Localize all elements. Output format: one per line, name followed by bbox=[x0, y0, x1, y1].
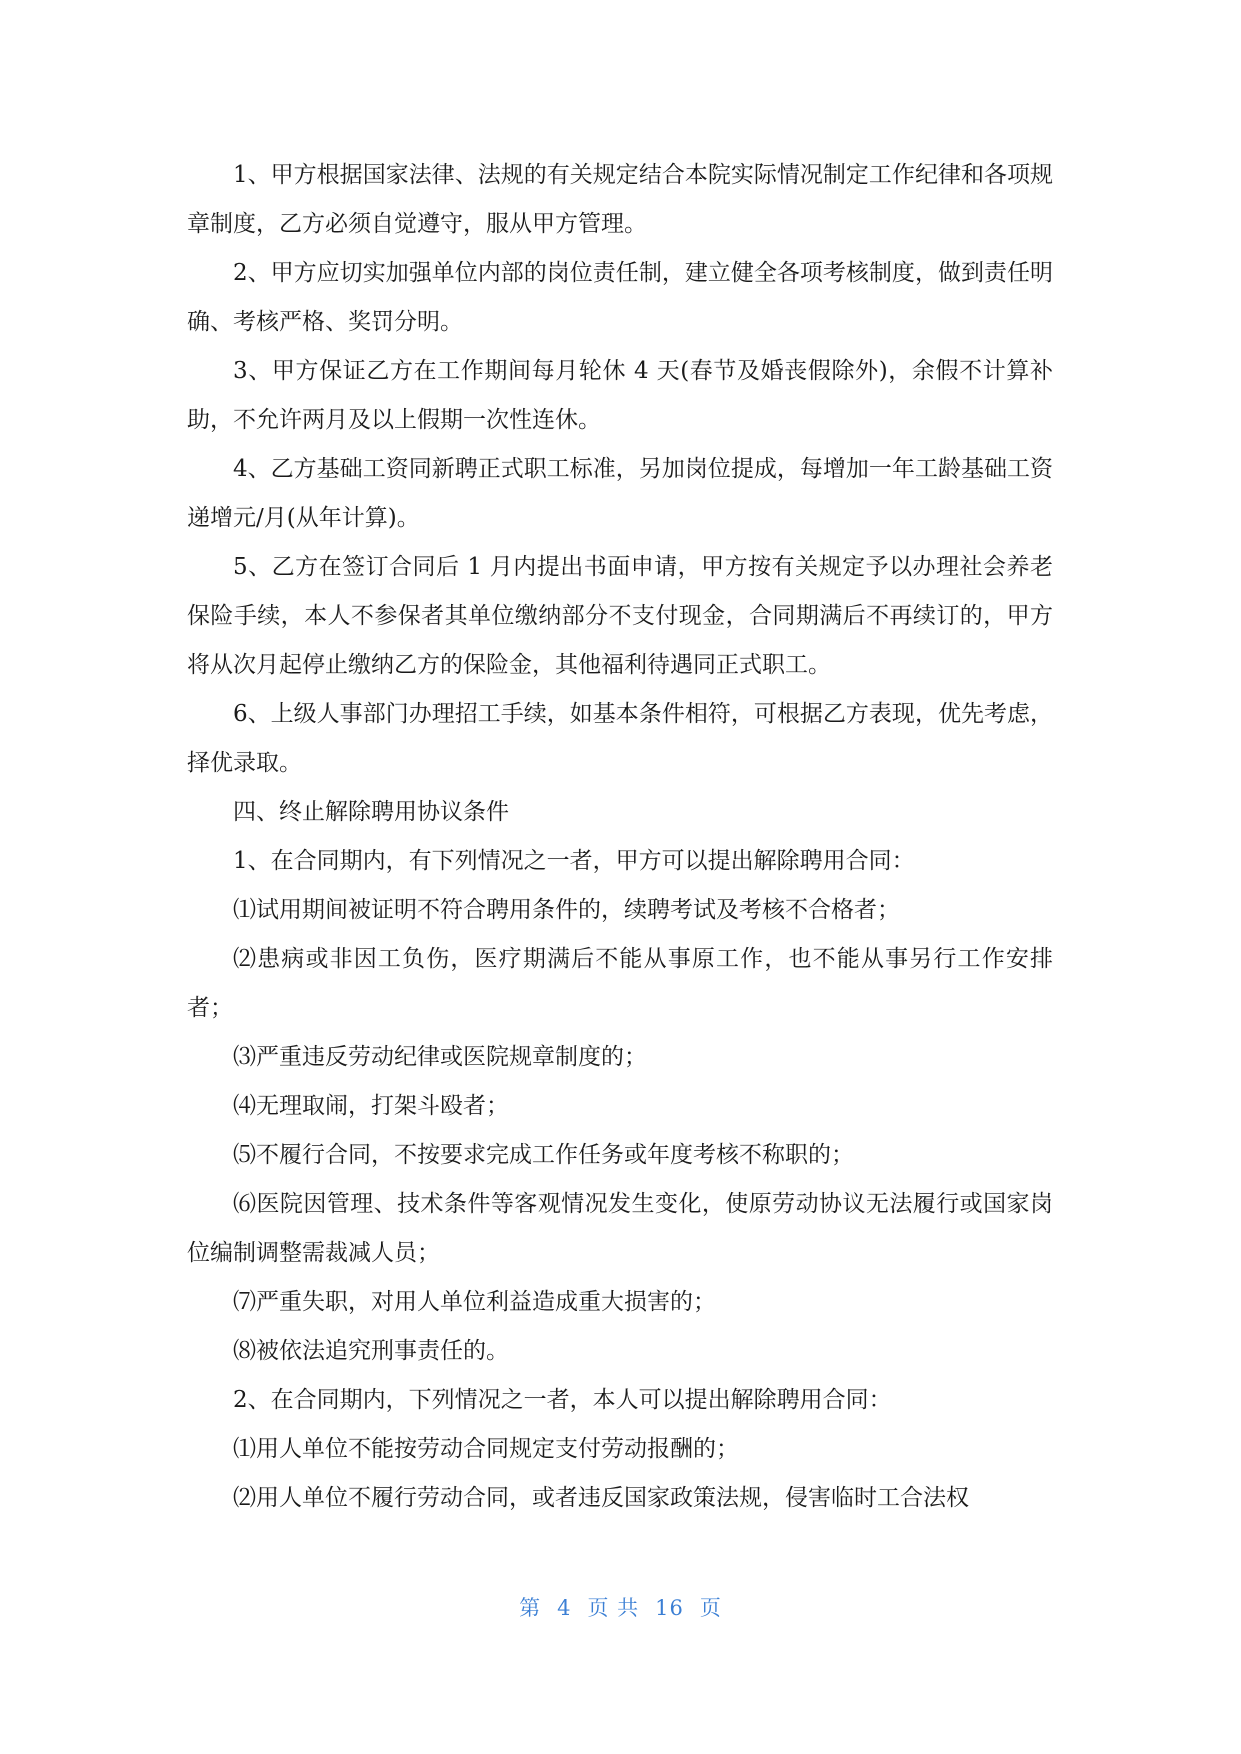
list-item: ⑴试用期间被证明不符合聘用条件的，续聘考试及考核不合格者； bbox=[233, 897, 900, 923]
paragraph: 6、上级人事部门办理招工手续，如基本条件相符，可根据乙方表现，优先考虑，择优录取。 bbox=[187, 701, 1053, 776]
list-item: ⑹医院因管理、技术条件等客观情况发生变化，使原劳动协议无法履行或国家岗位编制调整需裁减人员； bbox=[187, 1191, 1053, 1266]
paragraph: 1、甲方根据国家法律、法规的有关规定结合本院实际情况制定工作纪律和各项规章制度，乙方必须自觉遵守，服从甲方管理。 bbox=[187, 162, 1053, 237]
list-item: ⑻被依法追究刑事责任的。 bbox=[233, 1338, 509, 1364]
section-heading: 四、终止解除聘用协议条件 bbox=[233, 799, 509, 825]
list-item: ⑸不履行合同，不按要求完成工作任务或年度考核不称职的； bbox=[233, 1142, 854, 1168]
list-item: ⑵患病或非因工负伤，医疗期满后不能从事原工作，也不能从事另行工作安排者； bbox=[187, 946, 1053, 1021]
paragraph: 3、甲方保证乙方在工作期间每月轮休 4 天(春节及婚丧假除外)，余假不计算补助，不允许两月及以上假期一次性连休。 bbox=[187, 358, 1053, 433]
footer-prefix: 第 bbox=[519, 1596, 542, 1620]
list-item: ⑷无理取闹，打架斗殴者； bbox=[233, 1093, 509, 1119]
document-body bbox=[187, 151, 1053, 1523]
list-item: ⑵用人单位不履行劳动合同，或者违反国家政策法规，侵害临时工合法权 bbox=[233, 1485, 969, 1511]
footer-suffix: 页 bbox=[699, 1596, 722, 1620]
list-item: ⑶严重违反劳动纪律或医院规章制度的； bbox=[233, 1044, 647, 1070]
paragraph: 1、在合同期内，有下列情况之一者，甲方可以提出解除聘用合同： bbox=[233, 848, 915, 874]
list-item: ⑴用人单位不能按劳动合同规定支付劳动报酬的； bbox=[233, 1436, 739, 1462]
total-pages-number: 16 bbox=[655, 1596, 684, 1620]
list-item: ⑺严重失职，对用人单位利益造成重大损害的； bbox=[233, 1289, 716, 1315]
paragraph: 2、甲方应切实加强单位内部的岗位责任制，建立健全各项考核制度，做到责任明确、考核严格、奖罚分明。 bbox=[187, 260, 1053, 335]
page-footer bbox=[0, 1592, 1241, 1622]
paragraph: 2、在合同期内，下列情况之一者，本人可以提出解除聘用合同： bbox=[233, 1387, 892, 1413]
paragraph: 4、乙方基础工资同新聘正式职工标准，另加岗位提成，每增加一年工龄基础工资递增元/月(从年计算)。 bbox=[187, 456, 1053, 531]
paragraph: 5、乙方在签订合同后 1 月内提出书面申请，甲方按有关规定予以办理社会养老保险手续，本人不参保者其单位缴纳部分不支付现金，合同期满后不再续订的，甲方将从次月起停止缴纳乙方的保险金，其他福利待遇同正式职工。 bbox=[187, 554, 1053, 678]
current-page-number: 4 bbox=[557, 1596, 572, 1620]
footer-middle: 页 共 bbox=[587, 1596, 640, 1620]
